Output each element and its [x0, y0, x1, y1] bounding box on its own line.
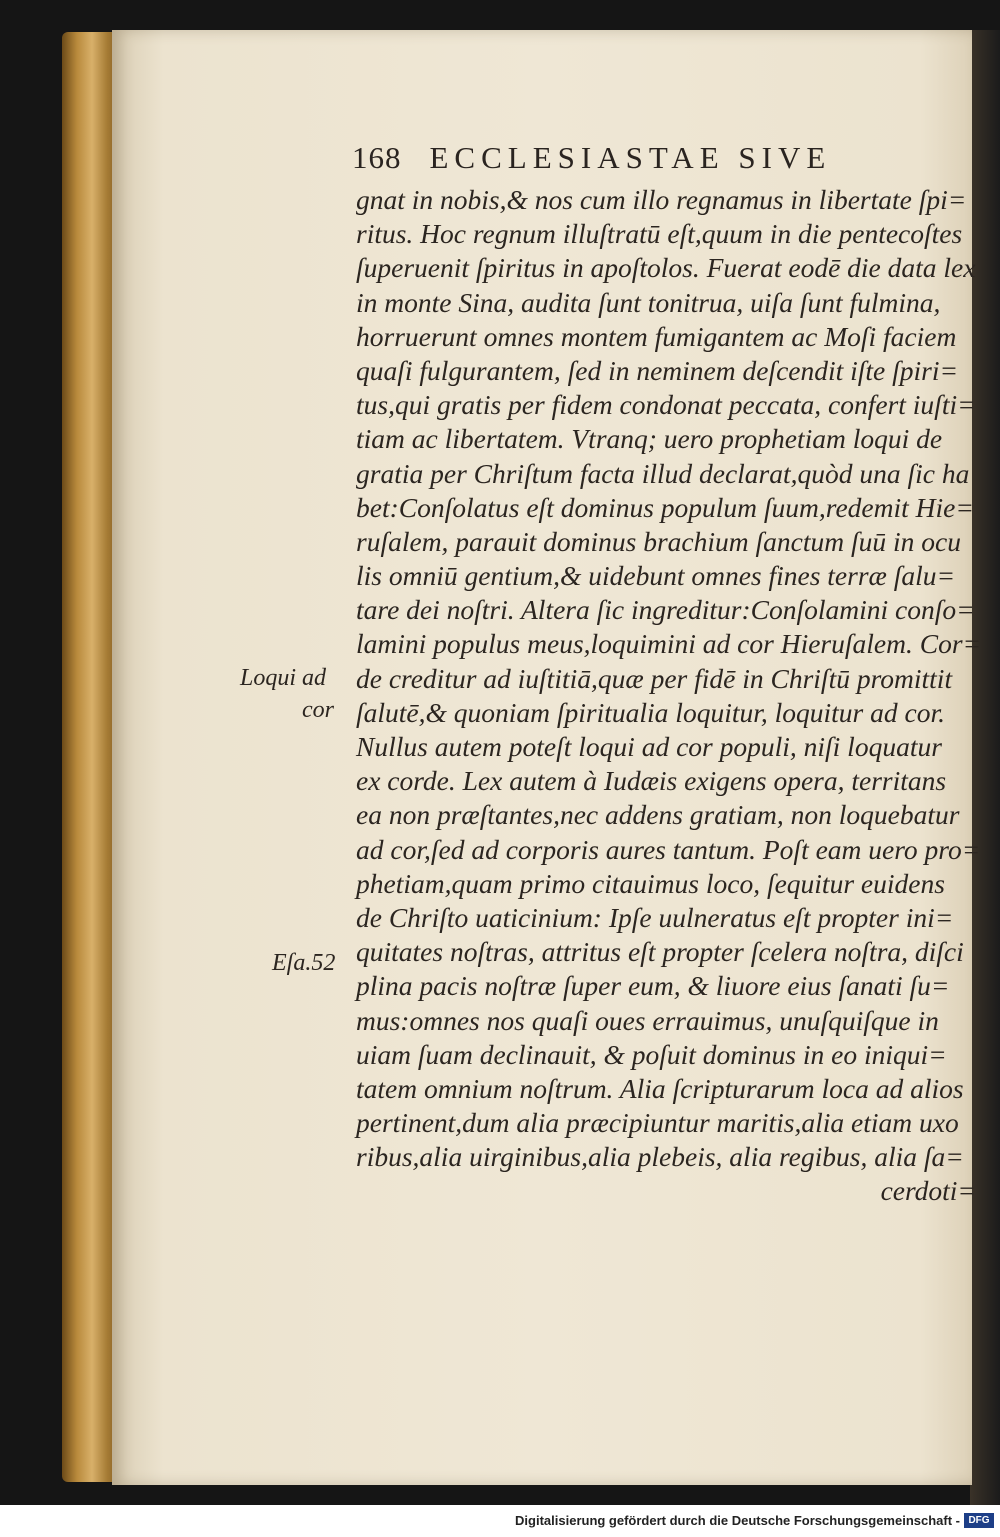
text-line: tiam ac libertatem. Vtranq; uero prophetiam loqui de	[356, 423, 943, 455]
text-line: mus:omnes nos quaſi oues errauimus, unuſquiſque in	[356, 1004, 939, 1036]
footer-bar	[0, 1505, 1000, 1537]
text-line: pertinent,dum alia præcipiuntur maritis,alia etiam uxo	[356, 1107, 959, 1139]
text-line: lamini populus meus,loquimini ad cor Hieruſalem. Cor=	[356, 628, 982, 660]
funding-credit: Digitalisierung gefördert durch die Deutsche Forschungsgemeinschaft -	[515, 1513, 960, 1528]
text-line: in monte Sina, audita ſunt tonitrua, uiſa ſunt fulmina,	[356, 286, 941, 318]
text-line: phetiam,quam primo citauimus loco, ſequitur euidens	[356, 867, 945, 899]
text-line: ribus,alia uirginibus,alia plebeis, alia regibus, alia ſa=	[356, 1141, 964, 1173]
text-line: cerdoti=	[880, 1175, 976, 1207]
text-line: ruſalem, parauit dominus brachium ſanctum ſuū in ocu	[356, 525, 961, 557]
text-line: lis omniū gentium,& uidebunt omnes fines terræ ſalu=	[356, 560, 956, 592]
text-line: tare dei noſtri. Altera ſic ingreditur:Conſolamini conſo=	[356, 594, 975, 626]
text-line: tus,qui gratis per fidem condonat peccata, confert iuſti=	[356, 389, 976, 421]
text-line: horruerunt omnes montem fumigantem ac Moſi faciem	[356, 320, 957, 352]
marginal-note-esaias: Eſa.52	[272, 950, 336, 976]
text-line: quaſi fulgurantem, ſed in neminem deſcendit iſte ſpiri=	[356, 354, 959, 386]
text-line: ad cor,ſed ad corporis aures tantum. Poſt eam uero pro=	[356, 833, 981, 865]
text-line: ex corde. Lex autem à Iudæis exigens opera, territans	[356, 765, 947, 797]
marginal-note-cor: cor	[302, 697, 334, 723]
text-line: quitates noſtras, attritus eſt propter ſcelera noſtra, diſci	[356, 936, 964, 968]
text-line: tatem omnium noſtrum. Alia ſcripturarum loca ad alios	[356, 1072, 964, 1104]
text-line: de Chriſto uaticinium: Ipſe uulneratus eſt propter ini=	[356, 901, 954, 933]
text-line: ſuperuenit ſpiritus in apoſtolos. Fuerat eodē die data lex	[356, 252, 976, 284]
dfg-logo-icon: DFG	[964, 1513, 994, 1528]
text-line: bet:Conſolatus eſt dominus populum ſuum,redemit Hie=	[356, 491, 974, 523]
text-line: plina pacis noſtræ ſuper eum, & liuore eius ſanati ſu=	[356, 970, 950, 1002]
running-header	[352, 140, 972, 180]
text-line: uiam ſuam declinauit, & poſuit dominus in eo iniqui=	[356, 1038, 947, 1070]
marginal-note-loqui: Loqui ad	[240, 665, 327, 691]
page-number: 168	[352, 140, 402, 175]
text-line: gnat in nobis,& nos cum illo regnamus in libertate ſpi=	[356, 184, 967, 215]
text-line: de creditur ad iuſtitiā,quæ per fidē in Chriſtū promittit	[356, 662, 953, 694]
running-title: ECCLESIASTAE SIVE	[429, 140, 832, 175]
text-line: gratia per Chriſtum facta illud declarat,quòd una ſic ha	[356, 457, 970, 489]
text-line: ea non præſtantes,nec addens gratiam, non loquebatur	[356, 799, 960, 831]
body-text	[356, 183, 982, 1209]
text-line: Nullus autem poteſt loqui ad cor populi, niſi loquatur	[356, 731, 942, 762]
text-line: ritus. Hoc regnum illuſtratū eſt,quum in die pentecoſtes	[356, 218, 963, 250]
text-line: ſalutē,& quoniam ſpiritualia loquitur, loquitur ad cor.	[356, 696, 945, 728]
